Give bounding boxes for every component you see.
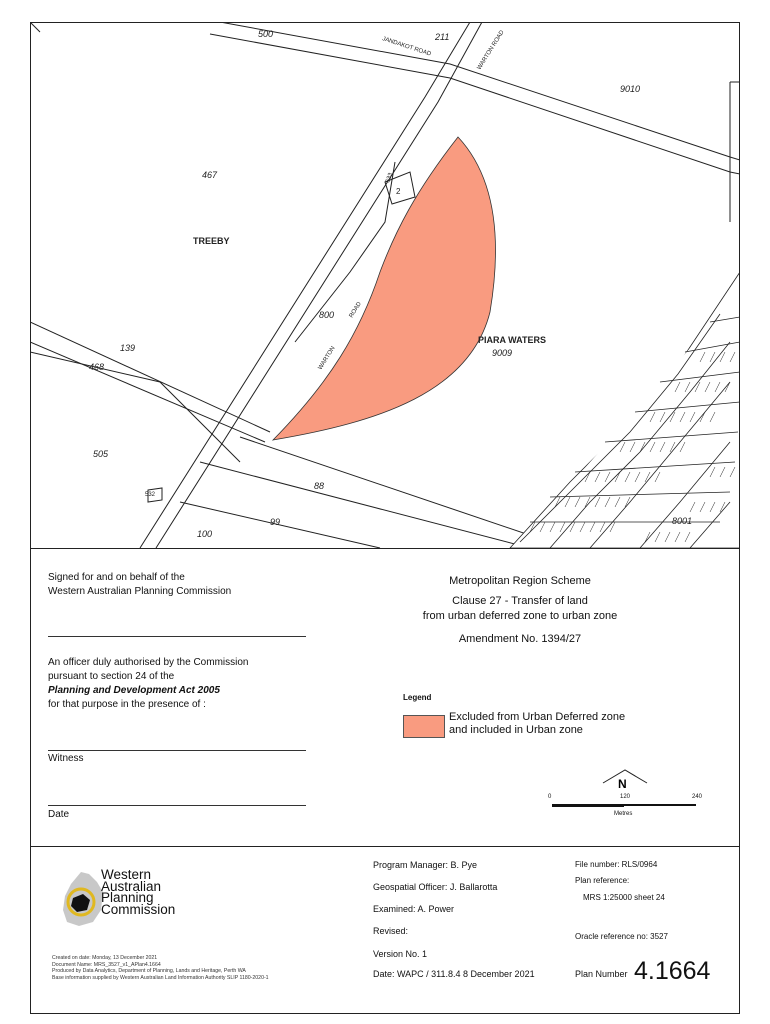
plan-reference-label: Plan reference: (575, 876, 630, 885)
scheme-title: Metropolitan Region Scheme (449, 575, 591, 587)
logo-line-1: Western (101, 867, 152, 882)
suburb-label-piara-waters: PIARA WATERS (478, 335, 547, 345)
lot-label: 505 (93, 449, 109, 459)
program-manager: Program Manager: B. Pye (373, 860, 478, 870)
logo-line-2: Australian (101, 878, 162, 894)
created-date: Created on date: Monday, 13 December 2021 (52, 955, 158, 961)
document-name: Document Name: MRS_3527_v1_APlan4.1664 (52, 961, 161, 968)
amendment-number: Amendment No. 1394/27 (458, 633, 582, 645)
lot-label: 139 (120, 343, 136, 353)
plan-number: 4.1664 (634, 957, 711, 985)
witness-label: Witness (48, 753, 84, 764)
base-info: Base information supplied by Western Australian Land Information Authority SLIP 1180-2020-1 (52, 974, 269, 981)
wapc-logo (55, 866, 205, 936)
road-label: ROAD (348, 301, 363, 320)
plan-number-label: Plan Number (575, 969, 628, 979)
lot-label: 533 (385, 172, 395, 184)
map-divider (30, 548, 740, 549)
logo-line-3: Planning (101, 890, 154, 905)
signature-line (48, 636, 306, 637)
officer-block (48, 656, 368, 712)
legend-item-line-1: Excluded from Urban Deferred zone (449, 711, 626, 723)
lot-label: 211 (435, 32, 450, 42)
wapc-logo-icon (57, 870, 107, 932)
north-label: N (618, 777, 627, 791)
suburb-label-treeby: TREEBY (193, 236, 230, 246)
logo-line-4: Commission (101, 901, 176, 917)
lot-label: 467 (202, 170, 218, 180)
clause-title: Clause 27 - Transfer of land (452, 595, 588, 607)
plan-reference-value: MRS 1:25000 sheet 24 (583, 893, 665, 902)
lot-label: 500 (258, 29, 274, 39)
north-arrow (600, 767, 650, 791)
geospatial-officer: Geospatial Officer: J. Ballarotta (373, 882, 498, 892)
legend-swatch (403, 715, 445, 738)
title-block (380, 574, 660, 647)
lot-label: 8001 (672, 516, 693, 526)
witness-line (48, 750, 306, 751)
wapc-logo-text (101, 869, 175, 915)
scale-tick-120: 120 (620, 794, 631, 800)
officer-line-4: for that purpose in the presence of : (48, 699, 206, 710)
lot-label: 532 (145, 492, 156, 498)
oracle-reference: Oracle reference no: 3527 (575, 932, 668, 941)
date-line (48, 805, 306, 806)
lot-label: 9009 (492, 348, 513, 358)
clause-subtitle: from urban deferred zone to urban zone (422, 610, 618, 622)
road-label: WARTON ROAD (476, 29, 506, 72)
north-arrow-icon (600, 767, 650, 791)
road-label: WARTON (317, 345, 337, 372)
lot-label: 468 (89, 362, 105, 372)
file-number: File number: RLS/0964 (575, 860, 658, 869)
scale-unit: Metres (614, 811, 633, 817)
scale-segment-1 (552, 804, 624, 807)
version-number: Version No. 1 (373, 949, 428, 959)
signed-line-2: Western Australian Planning Commission (48, 586, 232, 597)
lot-label: 800 (319, 310, 335, 320)
footer-notes (52, 955, 352, 981)
scale-tick-0: 0 (548, 794, 552, 800)
road-label: JANDAKOT ROAD (381, 36, 432, 58)
officer-line-2: pursuant to section 24 of the (48, 671, 175, 682)
date-label: Date (48, 809, 70, 820)
footer-divider (30, 846, 740, 847)
legend-item-line-2: and included in Urban zone (449, 724, 583, 736)
signed-block (48, 571, 368, 599)
examined: Examined: A. Power (373, 904, 455, 914)
lot-label: 9010 (620, 84, 641, 94)
lot-label: 2 (396, 187, 401, 196)
scale-tick-240: 240 (692, 794, 703, 800)
plan-date: Date: WAPC / 311.8.4 8 December 2021 (373, 969, 535, 979)
lot-label: 99 (270, 517, 281, 527)
scale-bar (548, 794, 708, 820)
lot-label: 100 (197, 529, 213, 539)
produced-by: Produced by Data Analytics, Department of Planning, Lands and Heritage, Perth WA (52, 968, 246, 975)
signed-line-1: Signed for and on behalf of the (48, 572, 185, 583)
officer-line-1: An officer duly authorised by the Commission (48, 657, 249, 668)
scale-segment-2 (624, 804, 696, 806)
officer-act: Planning and Development Act 2005 (48, 685, 220, 696)
legend-heading: Legend (403, 693, 432, 702)
revised: Revised: (373, 926, 409, 936)
legend-item (449, 711, 625, 737)
lot-label: 88 (314, 481, 325, 491)
